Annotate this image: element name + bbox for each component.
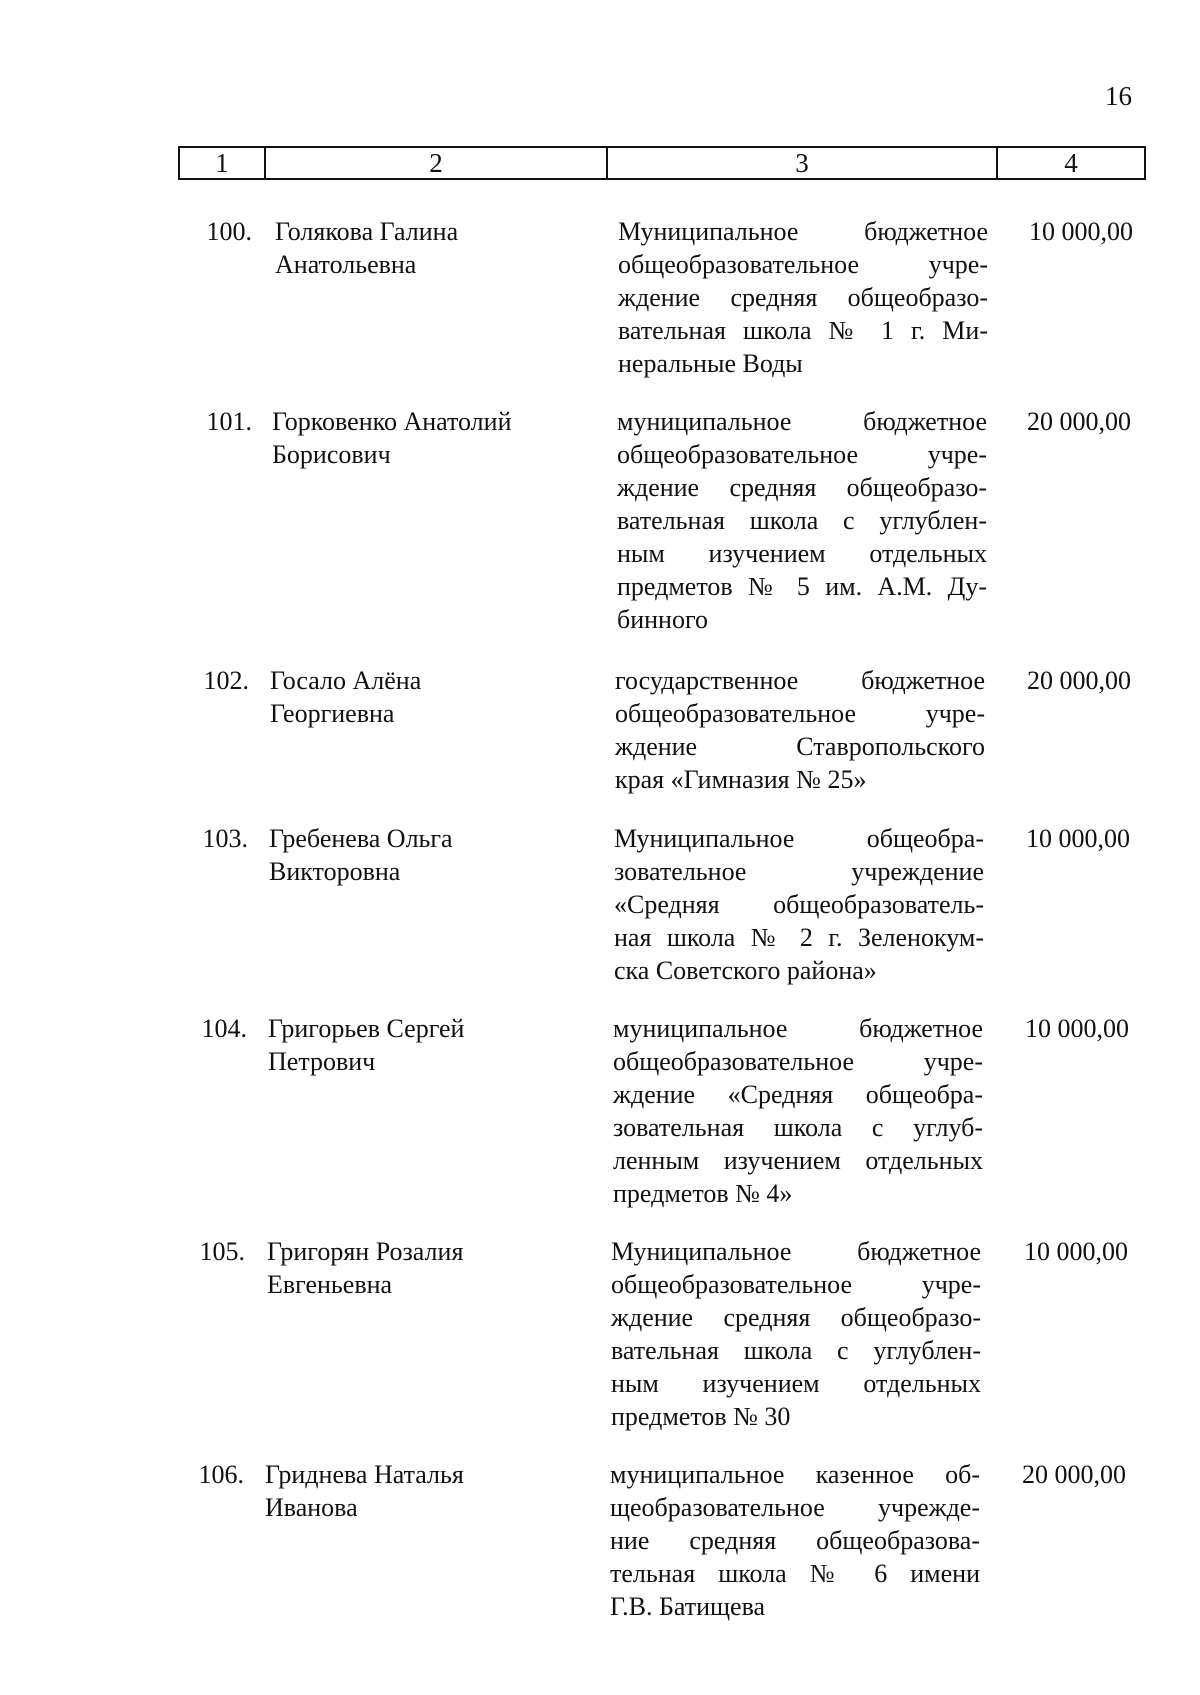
organization-line: ная школа № 2 г. Зеленокум- [614,923,984,952]
organization [617,405,987,636]
organization [615,664,985,796]
award-amount: 20 000,00 [1027,666,1131,695]
award-amount: 10 000,00 [1025,1014,1129,1043]
organization-line: Муниципальное бюджетное [611,1237,981,1266]
organization-line: тельная школа № 6 имени [610,1559,980,1588]
organization-line: муниципальное бюджетное [613,1014,983,1043]
column-header-row [179,147,1145,179]
recipient-name-line: Викторовна [269,857,401,886]
organization-line: ждение «Средняя общеобра- [613,1080,983,1109]
entry-number: 104. [201,1014,247,1043]
organization-line: бинного [617,605,708,634]
organization-line: Г.В. Батищева [610,1592,766,1621]
recipient-name [269,822,559,888]
recipient-name [275,215,565,281]
entry-number: 102. [203,666,249,695]
organization-line: вательная школа № 1 г. Ми- [618,316,988,345]
award-amount: 10 000,00 [1024,1237,1128,1266]
entry-number: 106. [198,1460,244,1489]
organization-line: неральные Воды [618,349,803,378]
recipient-name-line: Госало Алёна [270,666,422,695]
recipient-name [272,405,562,471]
organization-line: ным изучением отдельных [617,539,987,568]
recipient-name-line: Горковенко Анатолий [272,407,512,436]
recipient-name-line: Голякова Галина [275,217,459,246]
organization-line: общеобразовательное учре- [615,699,985,728]
recipient-name-line: Евгеньевна [267,1270,393,1299]
recipient-name-line: Гребенева Ольга [269,824,453,853]
organization-line: Муниципальное бюджетное [618,217,988,246]
organization-line: ным изучением отдельных [611,1369,981,1398]
recipient-name-line: Георгиевна [270,699,395,728]
organization-line: ждение средняя общеобразо- [617,473,987,502]
organization-line: общеобразовательное учре- [618,250,988,279]
recipient-name [267,1235,557,1301]
organization-line: края «Гимназия № 25» [615,765,867,794]
organization-line: ждение средняя общеобразо- [611,1303,981,1332]
recipient-name-line: Григорьев Сергей [268,1014,465,1043]
organization-line: государственное бюджетное [615,666,985,695]
organization-line: общеобразовательное учре- [613,1047,983,1076]
column-header-3: 3 [607,147,997,179]
recipient-name [270,664,560,730]
organization [611,1235,981,1433]
recipient-name [268,1012,558,1078]
entry-number: 105. [199,1237,245,1266]
recipient-name-line: Гриднева Наталья [265,1460,464,1489]
organization-line: общеобразовательное учре- [611,1270,981,1299]
award-amount: 20 000,00 [1027,407,1131,436]
organization-line: ждение средняя общеобразо- [618,283,988,312]
organization-line: «Средняя общеобразователь- [614,890,984,919]
award-amount: 10 000,00 [1026,824,1130,853]
organization [613,1012,983,1210]
organization-line: зовательное учреждение [614,857,984,886]
recipient-name [265,1458,555,1524]
column-header-table [178,146,1146,180]
entry-number: 101. [206,407,252,436]
organization-line: ска Советского района» [614,956,877,985]
recipient-name-line: Борисович [272,440,391,469]
organization-line: муниципальное бюджетное [617,407,987,436]
award-amount: 20 000,00 [1022,1460,1126,1489]
page-number: 16 [1105,81,1132,111]
organization-line: муниципальное казенное об- [610,1460,980,1489]
column-header-4: 4 [997,147,1145,179]
column-header-1: 1 [179,147,265,179]
organization-line: общеобразовательное учре- [617,440,987,469]
organization-line: Муниципальное общеобра- [614,824,984,853]
organization [610,1458,980,1623]
entry-number: 100. [206,217,252,246]
organization [614,822,984,987]
organization-line: ние средняя общеобразова- [610,1526,980,1555]
recipient-name-line: Григорян Розалия [267,1237,464,1266]
organization-line: предметов № 30 [611,1402,791,1431]
entry-number: 103. [202,824,248,853]
organization-line: вательная школа с углублен- [611,1336,981,1365]
organization [618,215,988,380]
recipient-name-line: Петрович [268,1047,376,1076]
organization-line: ленным изучением отдельных [613,1146,983,1175]
organization-line: щеобразовательное учрежде- [610,1493,980,1522]
organization-line: предметов № 5 им. А.М. Ду- [617,572,987,601]
organization-line: предметов № 4» [613,1179,793,1208]
recipient-name-line: Анатольевна [275,250,417,279]
column-header-2: 2 [265,147,607,179]
award-amount: 10 000,00 [1029,217,1133,246]
organization-line: зовательная школа с углуб- [613,1113,983,1142]
recipient-name-line: Иванова [265,1493,358,1522]
organization-line: вательная школа с углублен- [617,506,987,535]
organization-line: ждение Ставропольского [615,732,985,761]
